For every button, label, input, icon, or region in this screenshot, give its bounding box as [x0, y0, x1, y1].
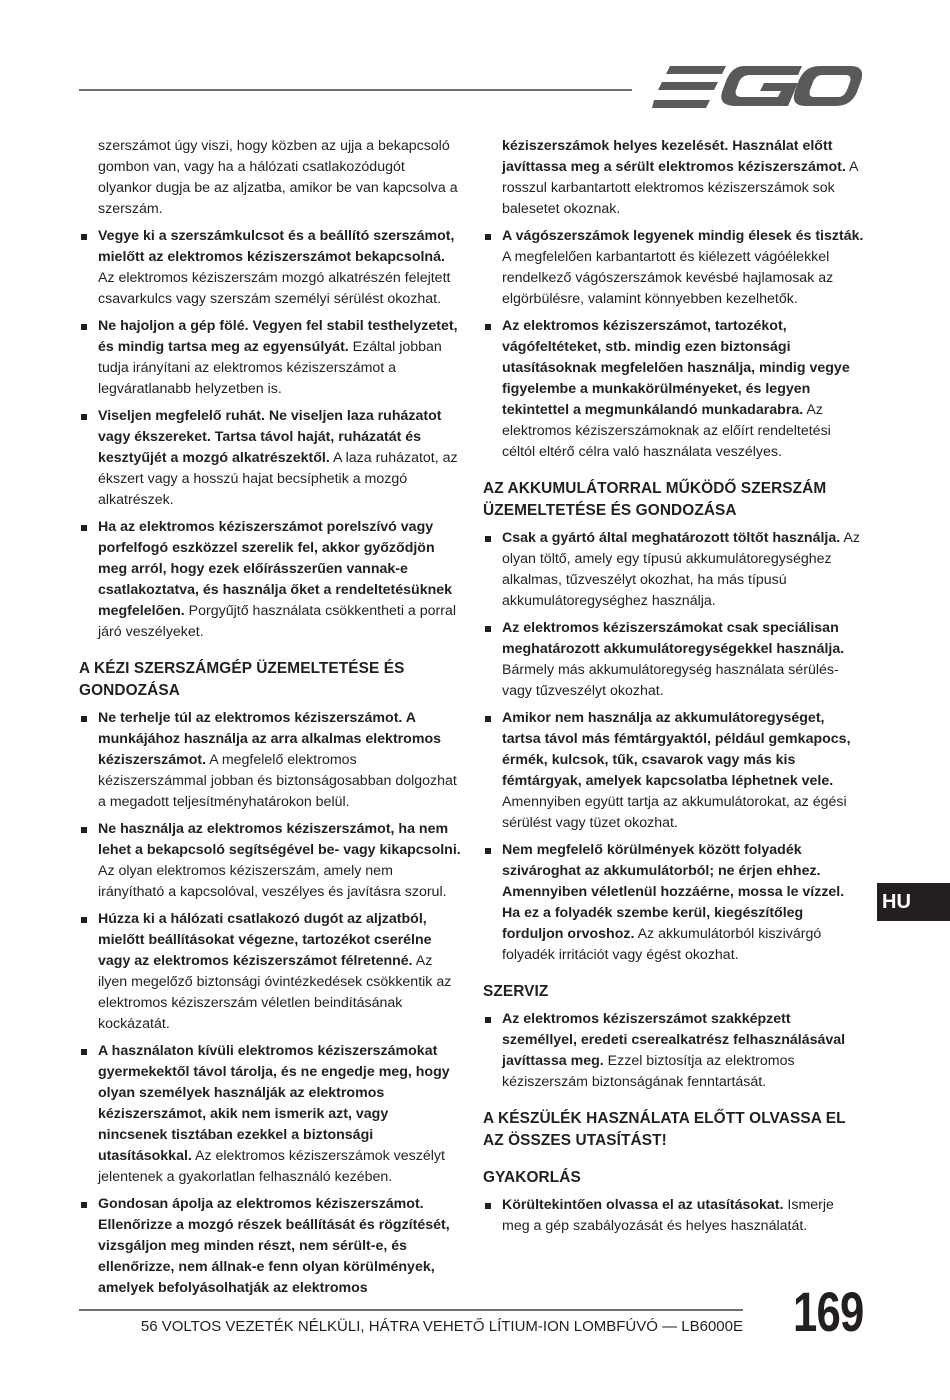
list-item: Ne terhelje túl az elektromos kéziszerszámot. A munkájához használja az arra alkalmas elektromos kéziszerszámot. A megfelelő elektromos kéziszerszámmal jobban és biztonságosabban dolgozhat a megadott teljesítményhatárokon belül.: [79, 708, 461, 813]
footer-title: 56 VOLTOS VEZETÉK NÉLKÜLI, HÁTRA VEHETŐ LÍTIUM-ION LOMBFÚVÓ — LB6000E: [140, 1318, 743, 1335]
section-heading: GYAKORLÁS: [483, 1169, 581, 1186]
continued-paragraph: kéziszerszámok helyes kezelését. Használat előtt javíttassa meg a sérült elektromos kéziszerszámot. A rosszul karbantartott elektromos kéziszerszámok sok balesetet okoznak.: [502, 138, 858, 217]
bullet-list: [79, 708, 461, 1299]
list-item: Az elektromos kéziszerszámot, tartozékot, vágófeltéteket, stb. mindig ezen biztonsági utasításoknak megfelelően használja, mindig vegye figyelembe a munkakörülményeket, és legyen tekintettel a megmunkálandó munkadarabra. Az elektromos kéziszerszámoknak az előírt rendeltetési céltól eltérő célra való használata veszélyes.: [483, 316, 865, 463]
list-item: Az elektromos kéziszerszámokat csak speciálisan meghatározott akkumulátoregységekkel használja. Bármely más akkumulátoregység használata sérülés- vagy tűzveszélyt okozhat.: [483, 618, 865, 702]
list-item: Gondosan ápolja az elektromos kéziszerszámot. Ellenőrizze a mozgó részek beállítását és rögzítését, vizsgáljon meg minden részt, nem sérült-e, és ellenőrizze, nem állnak-e fenn olyan körülmények, amelyek befolyásolhatják az elektromos: [79, 1194, 461, 1299]
list-item: Viseljen megfelelő ruhát. Ne viseljen laza ruházatot vagy ékszereket. Tartsa távol haját, ruházatát és kesztyűjét a mozgó alkatrészektől. A laza ruházatot, az ékszert vagy a hosszú hajat becsíphetik a mozgó alkatrészek.: [79, 406, 461, 511]
section-heading: A KÉSZÜLÉK HASZNÁLATA ELŐTT OLVASSA EL AZ ÖSSZES UTASÍTÁST!: [483, 1110, 846, 1149]
list-item: A használaton kívüli elektromos kéziszerszámokat gyermekektől távol tárolja, és ne engedje meg, hogy olyan személyek használják az elektromos kéziszerszámot, akik nem ismerik azt, vagy nincsenek tisztában ezekkel a biztonsági utasításokkal. Az elektromos kéziszerszámok veszélyt jelentenek a gyakorlatlan felhasználó kezében.: [79, 1041, 461, 1188]
page-number: 169: [793, 1280, 864, 1343]
bullet-list: [79, 226, 461, 643]
language-tab: HU: [877, 883, 950, 921]
section-heading: A KÉZI SZERSZÁMGÉP ÜZEMELTETÉSE ÉS GONDOZÁSA: [79, 660, 405, 699]
bullet-list: [483, 226, 865, 463]
section-heading: AZ AKKUMULÁTORRAL MŰKÖDŐ SZERSZÁM ÜZEMELTETÉSE ÉS GONDOZÁSA: [483, 480, 827, 519]
list-item: Ha az elektromos kéziszerszámot porelszívó vagy porfelfogó eszközzel szerelik fel, akkor győződjön meg arról, hogy ezek előírásszerűen vannak-e csatlakoztatva, és használja őket a rendeltetésüknek megfelelően. Porgyűjtő használata csökkentheti a porral járó veszélyeket.: [79, 517, 461, 643]
list-item: Amikor nem használja az akkumulátoregységet, tartsa távol más fémtárgyaktól, például gemkapocs, érmék, kulcsok, tűk, csavarok vagy más kis fémtárgyak, amelyek kapcsolatba léphetnek vele. Amennyiben együtt tartja az akkumulátorokat, az égési sérülést vagy tüzet okozhat.: [483, 708, 865, 834]
list-item: Csak a gyártó által meghatározott töltőt használja. Az olyan töltő, amely egy típusú akkumulátoregységhez alkalmas, tűzveszélyt okozhat, ha más típusú akkumulátoregységhez használja.: [483, 528, 865, 612]
ego-logo: [652, 64, 862, 112]
list-item: A vágószerszámok legyenek mindig élesek és tiszták. A megfelelően karbantartott és kiélezett vágóélekkel rendelkező vágószerszámok kevésbé hajlamosak az elgörbülésre, valamint könnyebben kezelhetők.: [483, 226, 865, 310]
list-item: Ne hajoljon a gép fölé. Vegyen fel stabil testhelyzetet, és mindig tartsa meg az egyensúlyát. Ezáltal jobban tudja irányítani az elektromos kéziszerszámot a legváratlanabb helyzetben is.: [79, 316, 461, 400]
list-item: Az elektromos kéziszerszámot szakképzett személlyel, eredeti cserealkatrész felhasználásával javíttassa meg. Ezzel biztosítja az elektromos kéziszerszám biztonságának fenntartását.: [483, 1009, 865, 1093]
list-item: Nem megfelelő körülmények között folyadék szivároghat az akkumulátorból; ne érjen ehhez. Amennyiben véletlenül hozzáérne, mossa le vízzel. Ha ez a folyadék szembe kerül, kiegészítőleg forduljon orvoshoz. Az akkumulátorból kiszivárgó folyadék irritációt vagy égést okozhat.: [483, 840, 865, 966]
bullet-list: [483, 528, 865, 966]
bullet-list: [483, 1195, 865, 1237]
left-column: [79, 136, 461, 1305]
header-rule: [79, 89, 632, 91]
continued-paragraph: szerszámot úgy viszi, hogy közben az ujja a bekapcsoló gombon van, vagy ha a hálózati csatlakozódugót olyankor dugja be az aljzatba, amikor be van kapcsolva a szerszám.: [98, 138, 458, 217]
footer-rule: [79, 1309, 743, 1311]
section-heading: SZERVIZ: [483, 983, 549, 1000]
right-column: [483, 136, 865, 1243]
list-item: Vegye ki a szerszámkulcsot és a beállító szerszámot, mielőtt az elektromos kéziszerszámot bekapcsolná. Az elektromos kéziszerszám mozgó alkatrészén felejtett csavarkulcs vagy szerszám személyi sérülést okozhat.: [79, 226, 461, 310]
list-item: Körültekintően olvassa el az utasításokat. Ismerje meg a gép szabályozását és helyes használatát.: [483, 1195, 865, 1237]
list-item: Húzza ki a hálózati csatlakozó dugót az aljzatból, mielőtt beállításokat végezne, tartozékot cserélne vagy az elektromos kéziszerszámot félretenné. Az ilyen megelőző biztonsági óvintézkedések csökkentik az elektromos kéziszerszám véletlen beindításának kockázatát.: [79, 909, 461, 1035]
list-item: Ne használja az elektromos kéziszerszámot, ha nem lehet a bekapcsoló segítségével be- vagy kikapcsolni. Az olyan elektromos kéziszerszám, amely nem irányítható a kapcsolóval, veszélyes és javításra szorul.: [79, 819, 461, 903]
bullet-list: [483, 1009, 865, 1093]
